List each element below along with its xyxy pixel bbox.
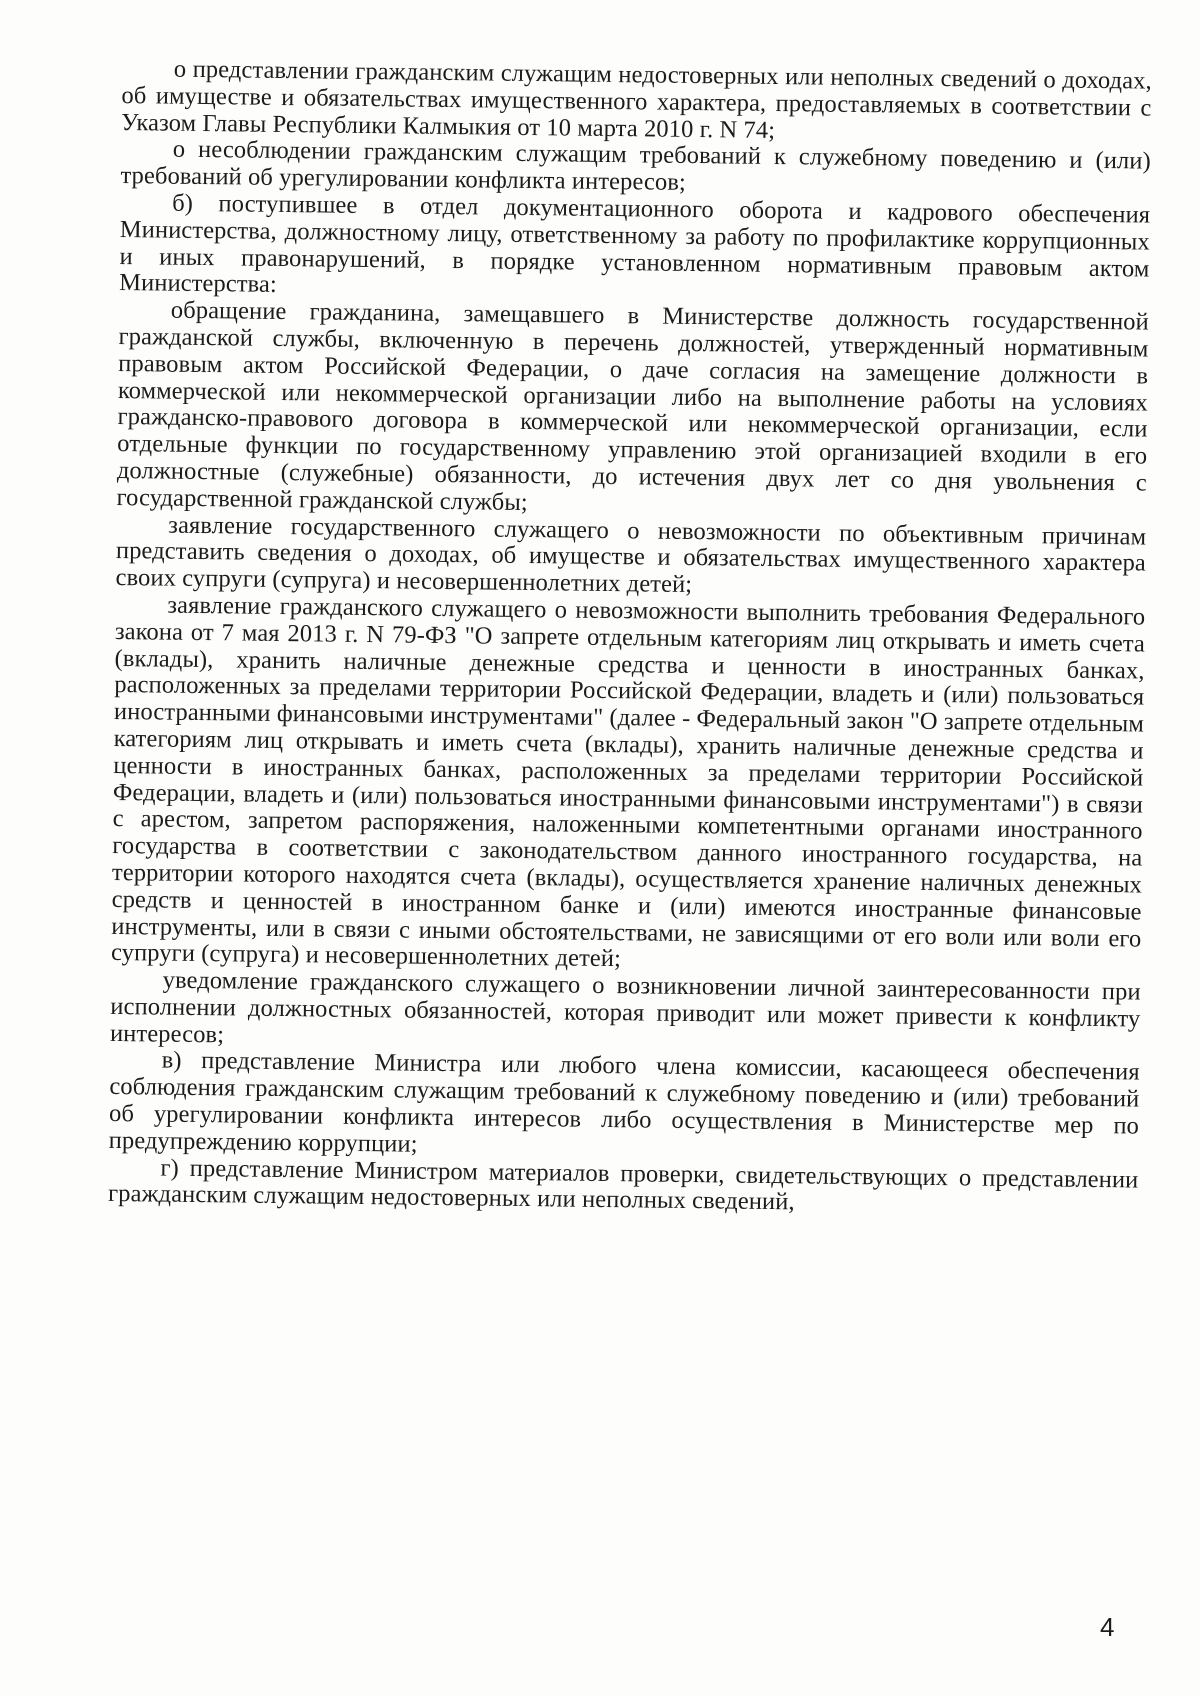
paragraph-4: обращение гражданина, замещавшего в Министерстве должность государственной гражданской службы, включенную в перечень должностей, утвержденный нормативным правовым актом Российской Федерации, о даче согласия на замещение должности в коммерческой или некоммерческой организации либо на выполнение работы на условиях гражданско-правового договора в коммерческой или некоммерческой организации, если отдельные функции по государственному управлению этой организацией входили в его должностные (служебные) обязанности, до истечения двух лет со дня увольнения с государственной гражданской службы;	[116, 296, 1149, 516]
paragraph-5: заявление государственного служащего о невозможности по объективным причинам представить сведения о доходах, об имуществе и обязательствах имущественного характера своих супруги (супруга) и несовершеннолетних детей;	[115, 511, 1147, 599]
paragraph-6: заявление гражданского служащего о невозможности выполнить требования Федерального закона от 7 мая 2013 г. N 79-ФЗ "О запрете отдельным категориям лиц открывать и иметь счета (вклады), хранить наличные денежные средства и ценности в иностранных банках, расположенных за пределами территории Российской Федерации, владеть и (или) пользоваться иностранными финансовыми инструментами" (далее - Федеральный закон "О запрете отдельным категориям лиц открывать и иметь счета (вклады), хранить наличные денежные средства и ценности в иностранных банках, расположенных за пределами территории Российской Федерации, владеть и (или) пользоваться иностранными финансовыми инструментами") в связи с арестом, запретом распоряжения, наложенными компетентными органами иностранного государства в соответствии с законодательством данного иностранного государства, на территории которого находятся счета (вклады), осуществляется хранение наличных денежных средств и ценностей в иностранном банке и (или) имеются иностранные финансовые инструменты, или в связи с иными обстоятельствами, не зависящими от его воли или воли его супруги (супруга) и несовершеннолетних детей;	[110, 591, 1146, 973]
paragraph-1: о представлении гражданским служащим недостоверных или неполных сведений о доходах, об имуществе и обязательствах имущественного характера, предоставляемых в соответствии с Указом Главы Республики Калмыкия от 10 марта 2010 г. N 74;	[121, 55, 1152, 144]
paragraph-2: о несоблюдении гражданским служащим требований к служебному поведению и (или) требований об урегулировании конфликта интересов;	[120, 136, 1151, 197]
paragraph-9: г) представление Министром материалов проверки, свидетельствующих о представлении гражданским служащим недостоверных или неполных сведений,	[107, 1154, 1139, 1216]
page-number: 4	[1100, 1612, 1115, 1642]
document-body	[108, 56, 1152, 1221]
paragraph-7: уведомление гражданского служащего о возникновении личной заинтересованности при исполнении должностных обязанностей, которая приводит или может привести к конфликту интересов;	[109, 966, 1141, 1049]
paragraph-8: в) представление Министра или любого члена комиссии, касающееся обеспечения соблюдения гражданским служащим требований к служебному поведению и (или) требований об урегулировании конфликта интересов либо осуществления в Министерстве мер по предупреждению коррупции;	[108, 1047, 1140, 1158]
paragraph-3: б) поступившее в отдел документационного оборота и кадрового обеспечения Министерства, должностному лицу, ответственному за работу по профилактике коррупционных и иных правонарушений, в порядке установленном нормативным правовым актом Министерства:	[119, 189, 1151, 299]
